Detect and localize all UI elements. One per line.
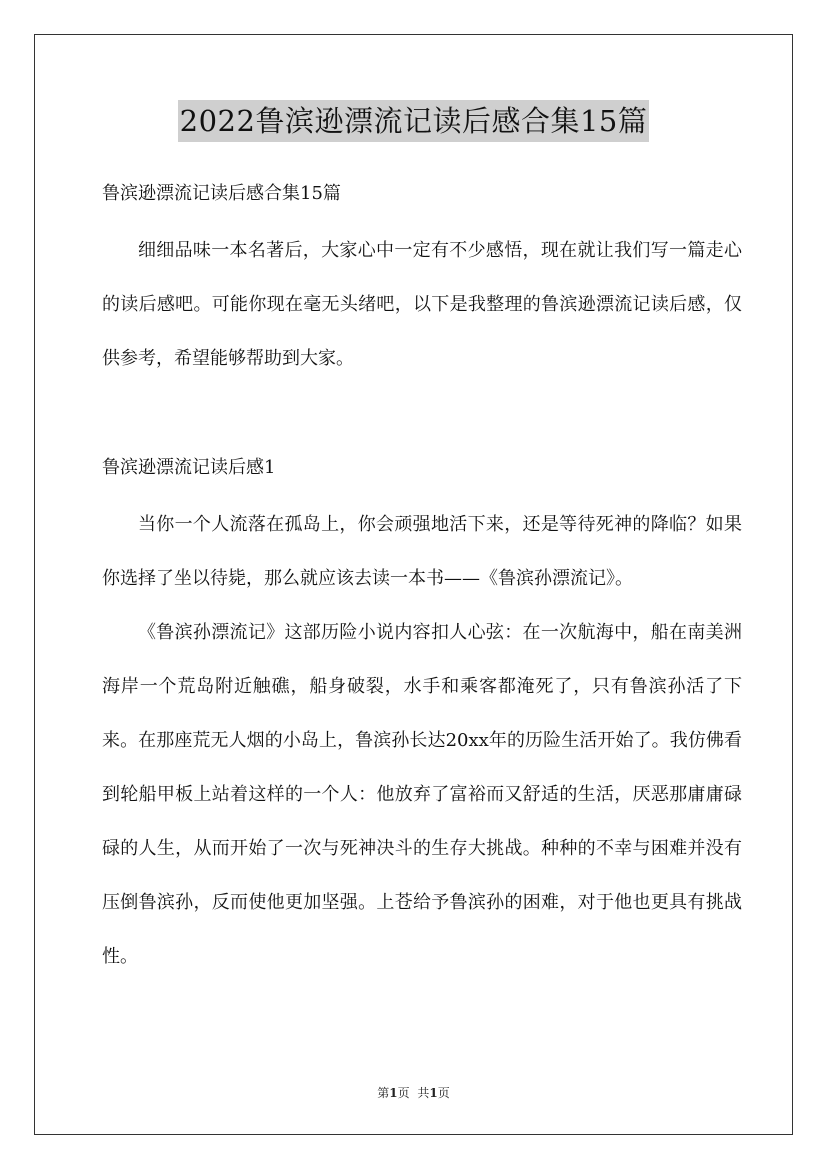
page-number: 1	[389, 1086, 398, 1100]
body-paragraph: 当你一个人流落在孤岛上，你会顽强地活下来，还是等待死神的降临？如果你选择了坐以待毙，那么就应该去读一本书——《鲁滨孙漂流记》。	[102, 514, 742, 589]
total-prefix: 共	[417, 1086, 430, 1100]
page-suffix: 页	[397, 1086, 410, 1100]
total-pages: 1	[429, 1086, 438, 1100]
document-title	[0, 100, 827, 142]
spacer	[102, 486, 742, 498]
body-paragraph: 《鲁滨孙漂流记》这部历险小说内容扣人心弦：在一次航海中，船在南美洲海岸一个荒岛附近触礁，船身破裂，水手和乘客都淹死了，只有鲁滨孙活了下来。在那座荒无人烟的小岛上，鲁滨孙长达20xx年的历险生活开始了。我仿佛看到轮船甲板上站着这样的一个人：他放弃了富裕而又舒适的生活，厌恶那庸庸碌碌的人生，从而开始了一次与死神决斗的生存大挑战。种种的不幸与困难并没有压倒鲁滨孙，反而使他更加坚强。上苍给予鲁滨孙的困难，对于他也更具有挑战性。	[102, 622, 742, 967]
document-body	[102, 176, 742, 984]
document-subtitle: 鲁滨逊漂流记读后感合集15篇	[102, 183, 341, 204]
page-prefix: 第	[377, 1086, 390, 1100]
spacer	[102, 386, 742, 450]
page-footer	[0, 1084, 827, 1101]
spacer	[102, 212, 742, 224]
document-title-text: 2022鲁滨逊漂流记读后感合集15篇	[178, 100, 650, 142]
intro-paragraph: 细细品味一本名著后，大家心中一定有不少感悟，现在就让我们写一篇走心的读后感吧。可能你现在毫无头绪吧，以下是我整理的鲁滨逊漂流记读后感，仅供参考，希望能够帮助到大家。	[102, 240, 742, 369]
total-suffix: 页	[437, 1086, 450, 1100]
section-heading: 鲁滨逊漂流记读后感1	[102, 457, 276, 478]
